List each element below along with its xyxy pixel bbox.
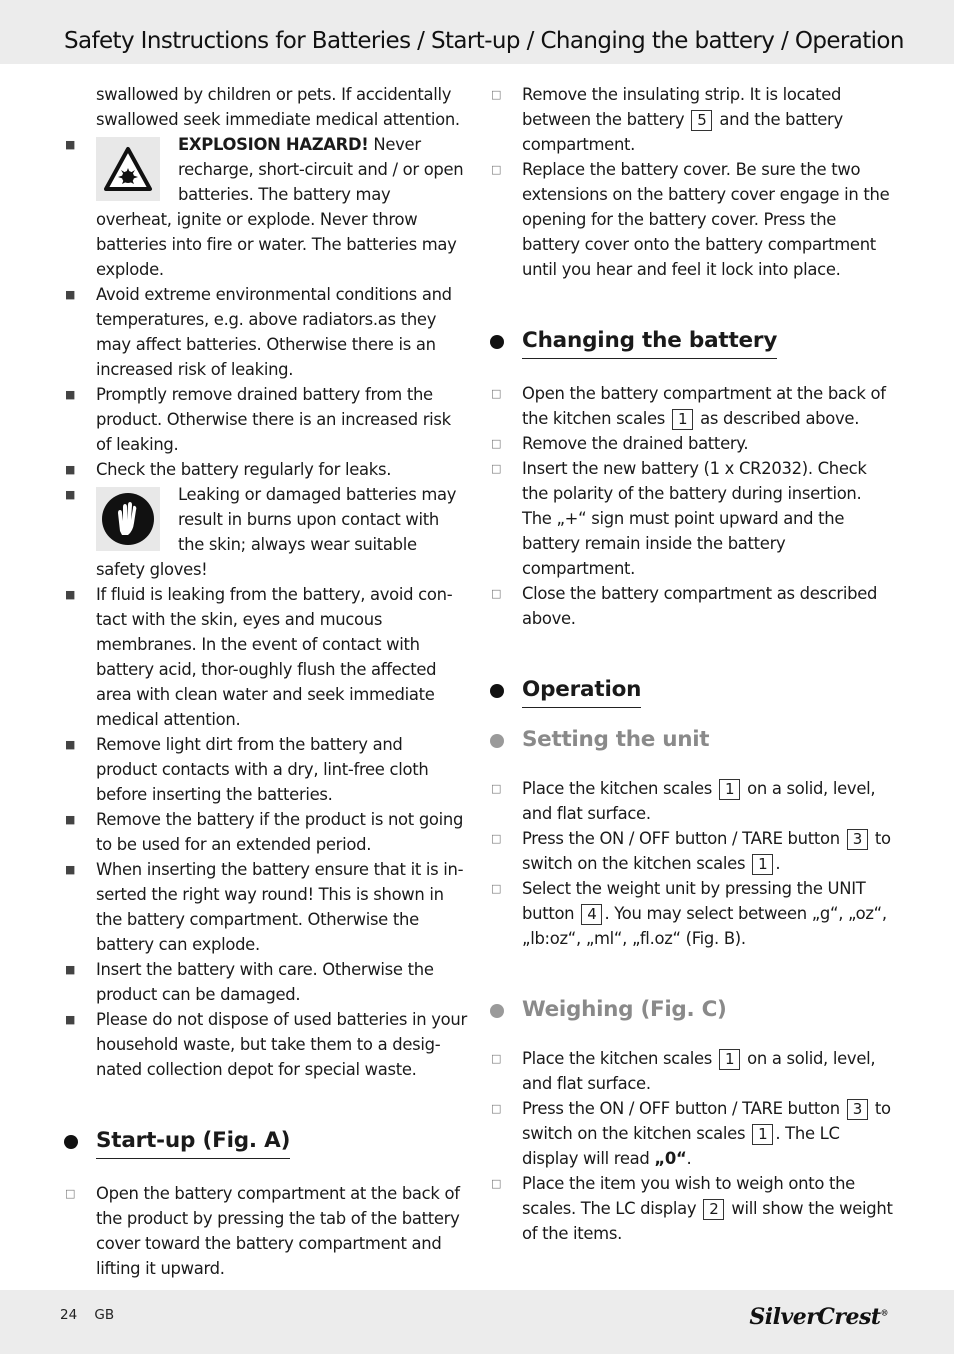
brand-logo: SilverCrest® xyxy=(749,1304,888,1330)
list-item: □ Place the item you wish to weigh onto the scales. The LC display 2 will show the weight of the items. xyxy=(522,1171,894,1246)
box-bullet-icon: □ xyxy=(491,832,502,845)
list-item: ■ Leaking or damaged batteries may result in burns upon contact with the skin; always wear suitable safety gloves! xyxy=(96,482,468,582)
page-title: Safety Instructions for Batteries / Start-up / Changing the battery / Operation xyxy=(64,28,904,54)
list-item: ■ Promptly remove drained battery from the product. Otherwise there is an increased risk of leaking. xyxy=(96,382,468,457)
box-bullet-icon: □ xyxy=(491,1177,502,1190)
part-number: 2 xyxy=(703,1199,724,1220)
box-bullet-icon: □ xyxy=(491,1052,502,1065)
list-item: ■ EXPLOSION HAZARD! Never recharge, short-circuit and / or open batteries. The battery may overheat, ignite or explode. Never throw batteries into fire or water. The batteries may explode. xyxy=(96,132,468,282)
part-number: 1 xyxy=(752,854,773,875)
list-item: ■ Remove the battery if the product is not going to be used for an extended period. xyxy=(96,807,468,857)
list-item: □ Place the kitchen scales 1 on a solid, level, and flat surface. xyxy=(522,1046,894,1096)
list-item: □ Press the ON / OFF button / TARE button 3 to switch on the kitchen scales 1 . The LC display will read „0“. xyxy=(522,1096,894,1171)
box-bullet-icon: □ xyxy=(491,387,502,400)
list-item: □ Open the battery compartment at the back of the product by pressing the tab of the battery cover toward the battery compartment and lifting it upward. xyxy=(96,1181,468,1281)
box-bullet-icon: □ xyxy=(491,782,502,795)
part-number: 3 xyxy=(847,829,868,850)
part-number: 5 xyxy=(691,110,712,131)
section-heading-startup: Start-up (Fig. A) xyxy=(96,1127,290,1159)
explosion-warning-icon xyxy=(96,137,160,201)
box-bullet-icon: □ xyxy=(491,462,502,475)
square-bullet-icon: ■ xyxy=(65,588,76,601)
list-item: □ Replace the battery cover. Be sure the two extensions on the battery cover engage in the opening for the battery cover. Press the battery cover onto the battery compartment until you hear and feel it lock into place. xyxy=(522,157,894,282)
safety-gloves-icon xyxy=(96,487,160,551)
square-bullet-icon: ■ xyxy=(65,738,76,751)
list-item: ■ Check the battery regularly for leaks. xyxy=(96,457,468,482)
right-column xyxy=(491,82,894,1246)
part-number: 1 xyxy=(719,779,740,800)
square-bullet-icon: ■ xyxy=(65,138,76,151)
subsection-heading-setting-unit: Setting the unit xyxy=(522,726,894,754)
bullet-dot-icon xyxy=(490,734,504,748)
bullet-dot-icon xyxy=(490,1004,504,1018)
list-item: □ Remove the drained battery. xyxy=(522,431,894,456)
list-item: ■ Avoid extreme environmental conditions and temperatures, e.g. above radiators.as they may affect batteries. Otherwise there is an increased risk of leaking. xyxy=(96,282,468,382)
section-heading-changing-battery: Changing the battery xyxy=(522,327,777,359)
square-bullet-icon: ■ xyxy=(65,388,76,401)
square-bullet-icon: ■ xyxy=(65,1013,76,1026)
box-bullet-icon: □ xyxy=(491,88,502,101)
part-number: 3 xyxy=(847,1099,868,1120)
list-item: □ Select the weight unit by pressing the UNIT button 4 . You may select between „g“, „oz“, „lb:oz“, „ml“, „fl.oz“ (Fig. B). xyxy=(522,876,894,951)
bullet-dot-icon xyxy=(64,1135,78,1149)
part-number: 1 xyxy=(752,1124,773,1145)
box-bullet-icon: □ xyxy=(491,437,502,450)
box-bullet-icon: □ xyxy=(491,587,502,600)
list-item: swallowed by children or pets. If accidentally swallowed seek immediate medical attention. xyxy=(96,85,460,129)
part-number: 1 xyxy=(672,409,693,430)
box-bullet-icon: □ xyxy=(491,163,502,176)
square-bullet-icon: ■ xyxy=(65,963,76,976)
box-bullet-icon: □ xyxy=(65,1187,76,1200)
square-bullet-icon: ■ xyxy=(65,288,76,301)
list-item: ■ When inserting the battery ensure that it is in-serted the right way round! This is shown in the battery compartment. Otherwise the battery can explode. xyxy=(96,857,468,957)
section-heading-operation: Operation xyxy=(522,676,641,708)
list-item: □ Open the battery compartment at the back of the kitchen scales 1 as described above. xyxy=(522,381,894,431)
box-bullet-icon: □ xyxy=(491,882,502,895)
page-footer xyxy=(0,1290,954,1354)
part-number: 4 xyxy=(581,904,602,925)
square-bullet-icon: ■ xyxy=(65,813,76,826)
box-bullet-icon: □ xyxy=(491,1102,502,1115)
list-item: ■ Insert the battery with care. Otherwise the product can be damaged. xyxy=(96,957,468,1007)
part-number: 1 xyxy=(719,1049,740,1070)
list-item: ■ If fluid is leaking from the battery, avoid con-tact with the skin, eyes and mucous membranes. In the event of contact with battery acid, thor-oughly flush the affected area with clean water and seek immediate medical attention. xyxy=(96,582,468,732)
page-number: 24 GB xyxy=(60,1307,115,1323)
list-item: □ Place the kitchen scales 1 on a solid, level, and flat surface. xyxy=(522,776,894,826)
list-item: □ Insert the new battery (1 x CR2032). Check the polarity of the battery during insertion. The „+“ sign must point upward and the battery remain inside the battery compartment. xyxy=(522,456,894,581)
bullet-dot-icon xyxy=(490,335,504,349)
list-item: □ Close the battery compartment as described above. xyxy=(522,581,894,631)
page-header xyxy=(0,0,954,64)
square-bullet-icon: ■ xyxy=(65,488,76,501)
square-bullet-icon: ■ xyxy=(65,863,76,876)
list-item: ■ Remove light dirt from the battery and product contacts with a dry, lint-free cloth before inserting the batteries. xyxy=(96,732,468,807)
list-item: □ Press the ON / OFF button / TARE button 3 to switch on the kitchen scales 1 . xyxy=(522,826,894,876)
square-bullet-icon: ■ xyxy=(65,463,76,476)
list-item: ■ Please do not dispose of used batteries in your household waste, but take them to a desig-nated collection depot for special waste. xyxy=(96,1007,468,1082)
left-column xyxy=(65,82,468,1281)
bullet-dot-icon xyxy=(490,684,504,698)
list-item: □ Remove the insulating strip. It is located between the battery 5 and the battery compartment. xyxy=(522,82,894,157)
subsection-heading-weighing: Weighing (Fig. C) xyxy=(522,996,894,1024)
